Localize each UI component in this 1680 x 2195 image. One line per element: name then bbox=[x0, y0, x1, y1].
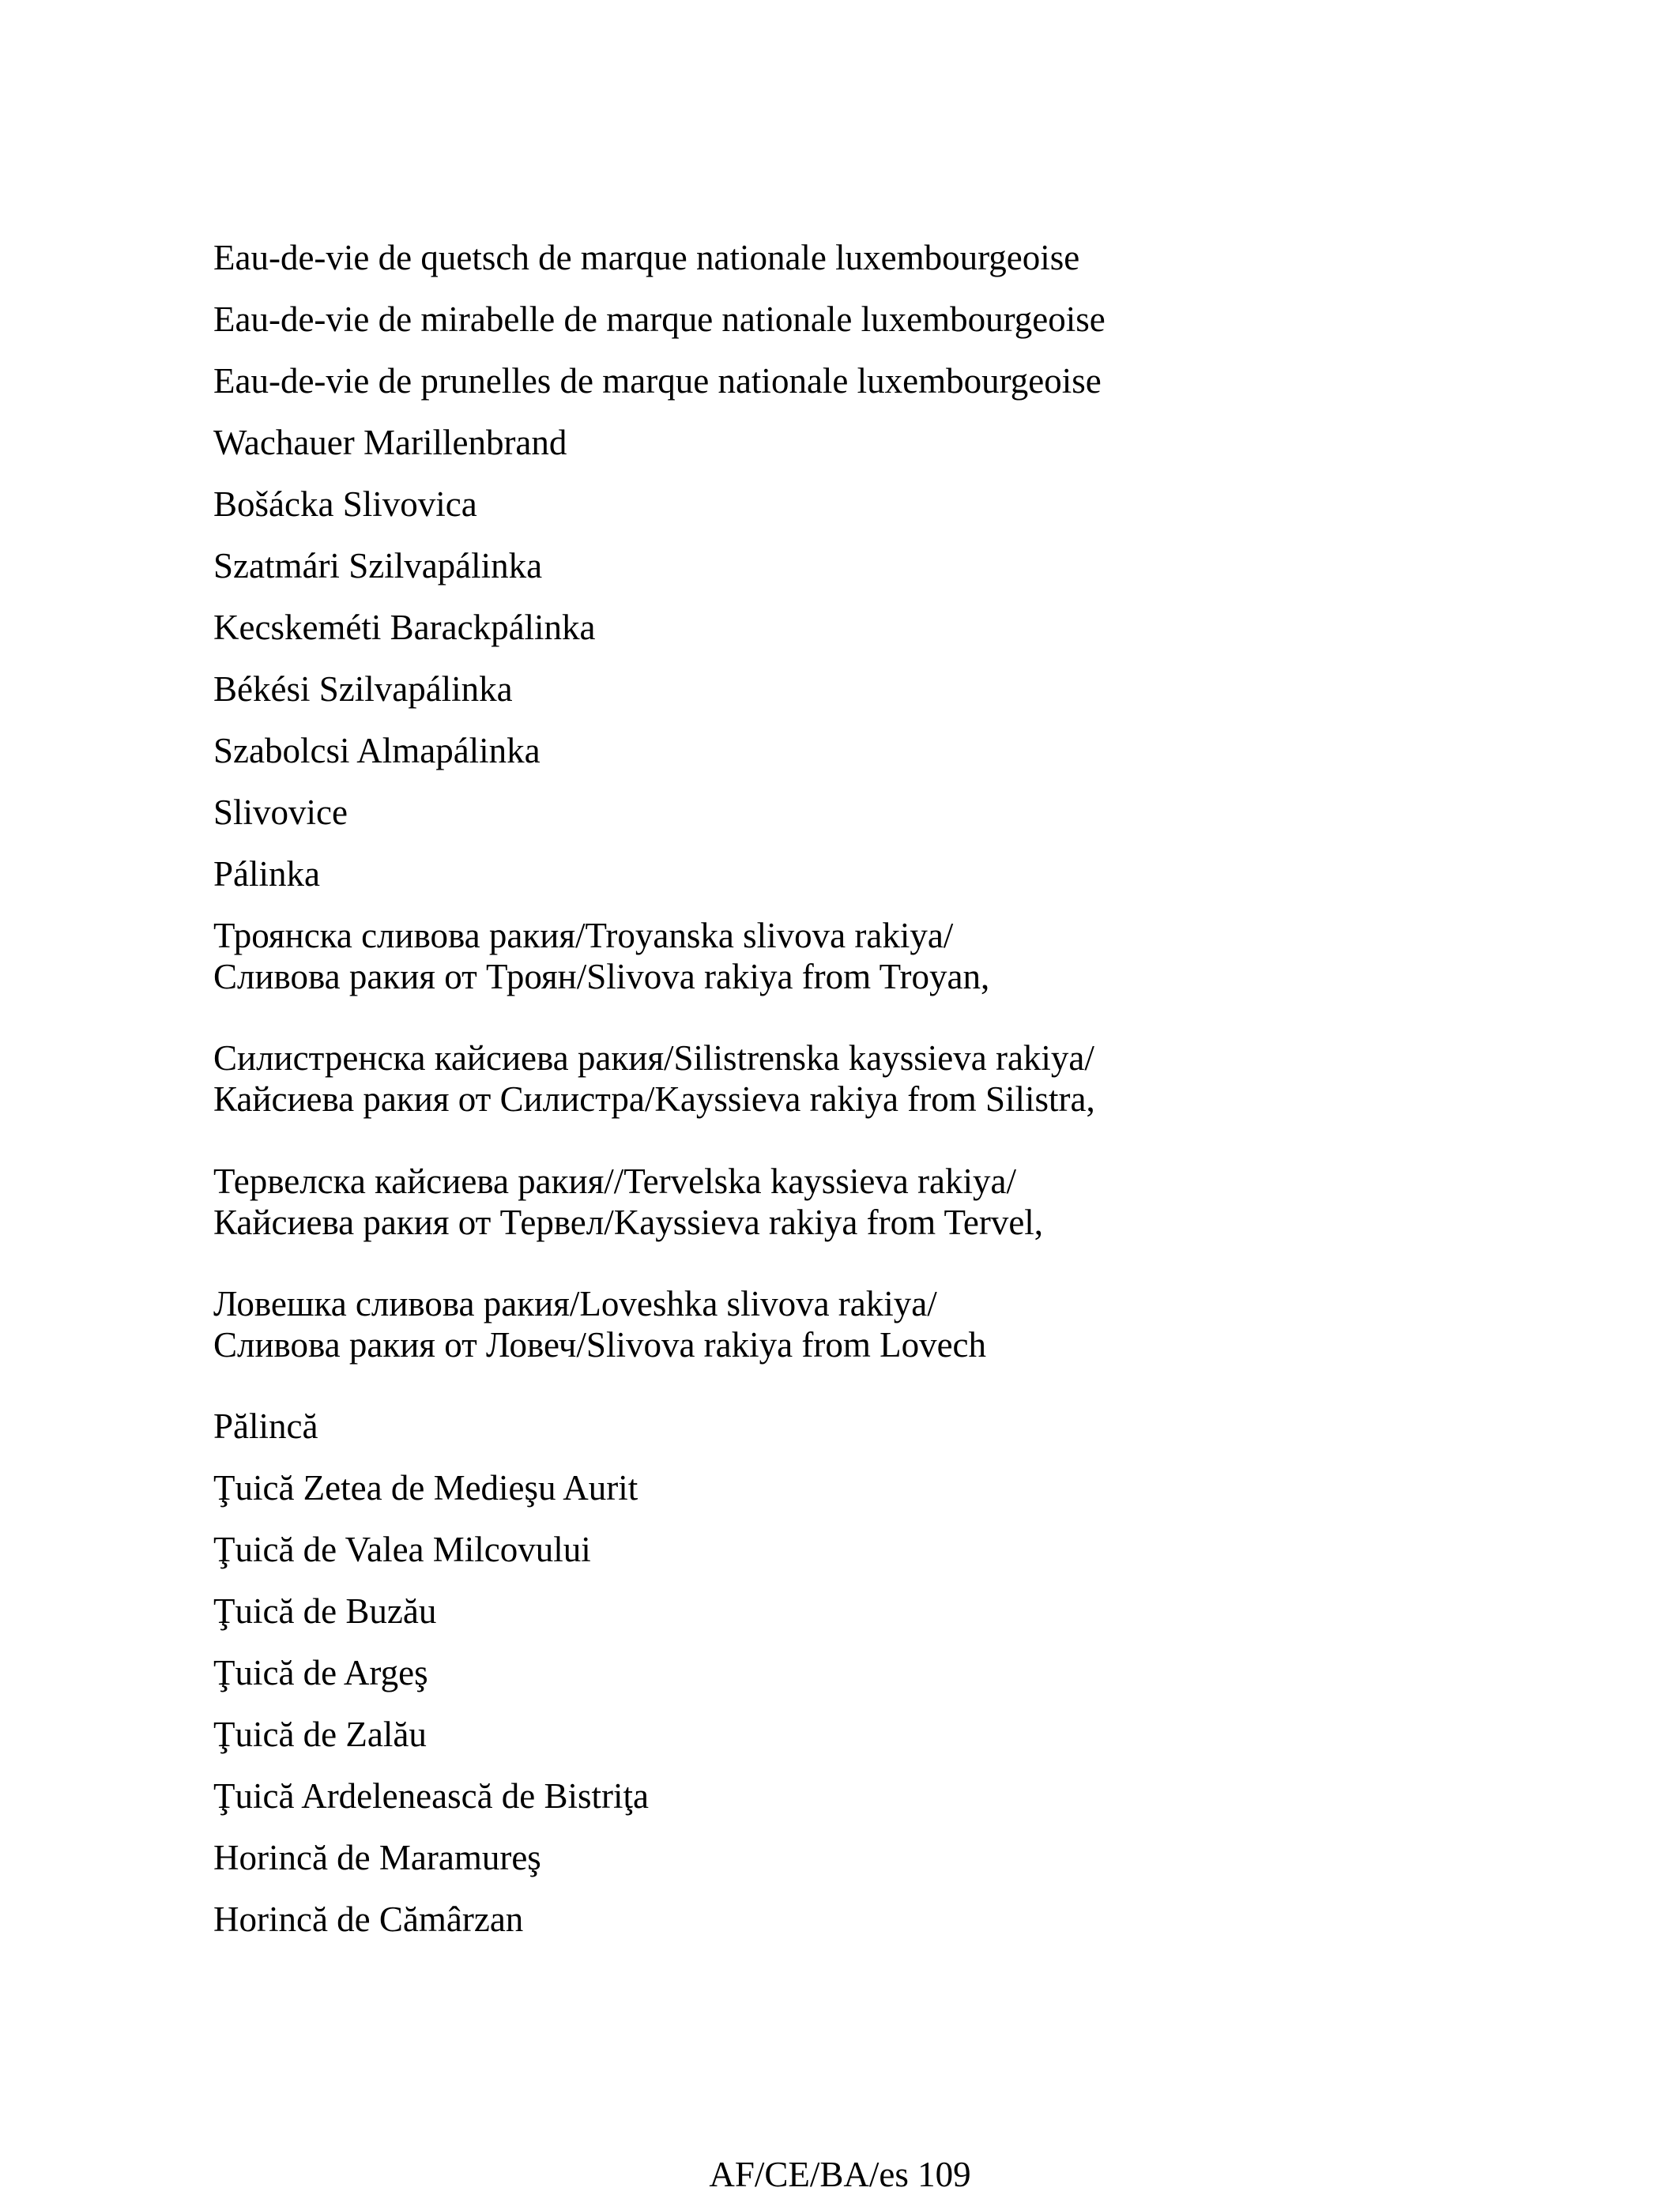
entry-line: Pălincă bbox=[213, 1406, 318, 1446]
entry-line: Horincă de Cămârzan bbox=[213, 1899, 524, 1939]
entry-line: Ţuică Ardelenească de Bistriţa bbox=[213, 1776, 650, 1816]
entry-line: Pálinka bbox=[213, 854, 320, 894]
page-footer-code: AF/CE/BA/es 109 bbox=[709, 2155, 971, 2194]
entry-line: Силистренска кайсиева ракия/Silistrenska kayssieva rakiya/ bbox=[213, 1038, 1094, 1078]
entry-line: Szatmári Szilvapálinka bbox=[213, 546, 543, 585]
entry-line: Сливова ракия от Ловеч/Slivova rakiya from Lovech bbox=[213, 1325, 987, 1365]
entry-line: Ţuică de Buzău bbox=[213, 1591, 437, 1631]
entry-line: Kecskeméti Barackpálinka bbox=[213, 608, 596, 647]
entry-line: Eau-de-vie de prunelles de marque nationale luxembourgeoise bbox=[213, 361, 1102, 401]
entry-line: Тервелска кайсиева ракия//Tervelska kayssieva rakiya/ bbox=[213, 1162, 1016, 1201]
entry-line: Кайсиева ракия от Силистра/Kayssieva rakiya from Silistra, bbox=[213, 1079, 1095, 1119]
entry-line: Ţuică de Valea Milcovului bbox=[213, 1530, 591, 1569]
entry-line: Ţuică Zetea de Medieşu Aurit bbox=[213, 1468, 638, 1508]
entry-line: Horincă de Maramureş bbox=[213, 1838, 541, 1877]
entry-line: Eau-de-vie de mirabelle de marque nationale luxembourgeoise bbox=[213, 299, 1106, 339]
entry-line: Szabolcsi Almapálinka bbox=[213, 731, 541, 770]
entry-line: Кайсиева ракия от Тервел/Kayssieva rakiya from Tervel, bbox=[213, 1203, 1044, 1242]
entry-line: Ловешка сливова ракия/Loveshka slivova rakiya/ bbox=[213, 1284, 937, 1323]
entry-line: Сливова ракия от Троян/Slivova rakiya from Troyan, bbox=[213, 957, 990, 996]
entry-line: Ţuică de Zalău bbox=[213, 1715, 427, 1754]
entry-line: Békési Szilvapálinka bbox=[213, 669, 513, 709]
entry-line: Wachauer Marillenbrand bbox=[213, 423, 567, 462]
entry-line: Троянска сливова ракия/Troyanska slivova rakiya/ bbox=[213, 916, 954, 955]
entry-line: Slivovice bbox=[213, 793, 348, 832]
entry-line: Eau-de-vie de quetsch de marque nationale luxembourgeoise bbox=[213, 238, 1080, 277]
entry-line: Bošácka Slivovica bbox=[213, 484, 477, 524]
entry-line: Ţuică de Argeş bbox=[213, 1653, 428, 1692]
